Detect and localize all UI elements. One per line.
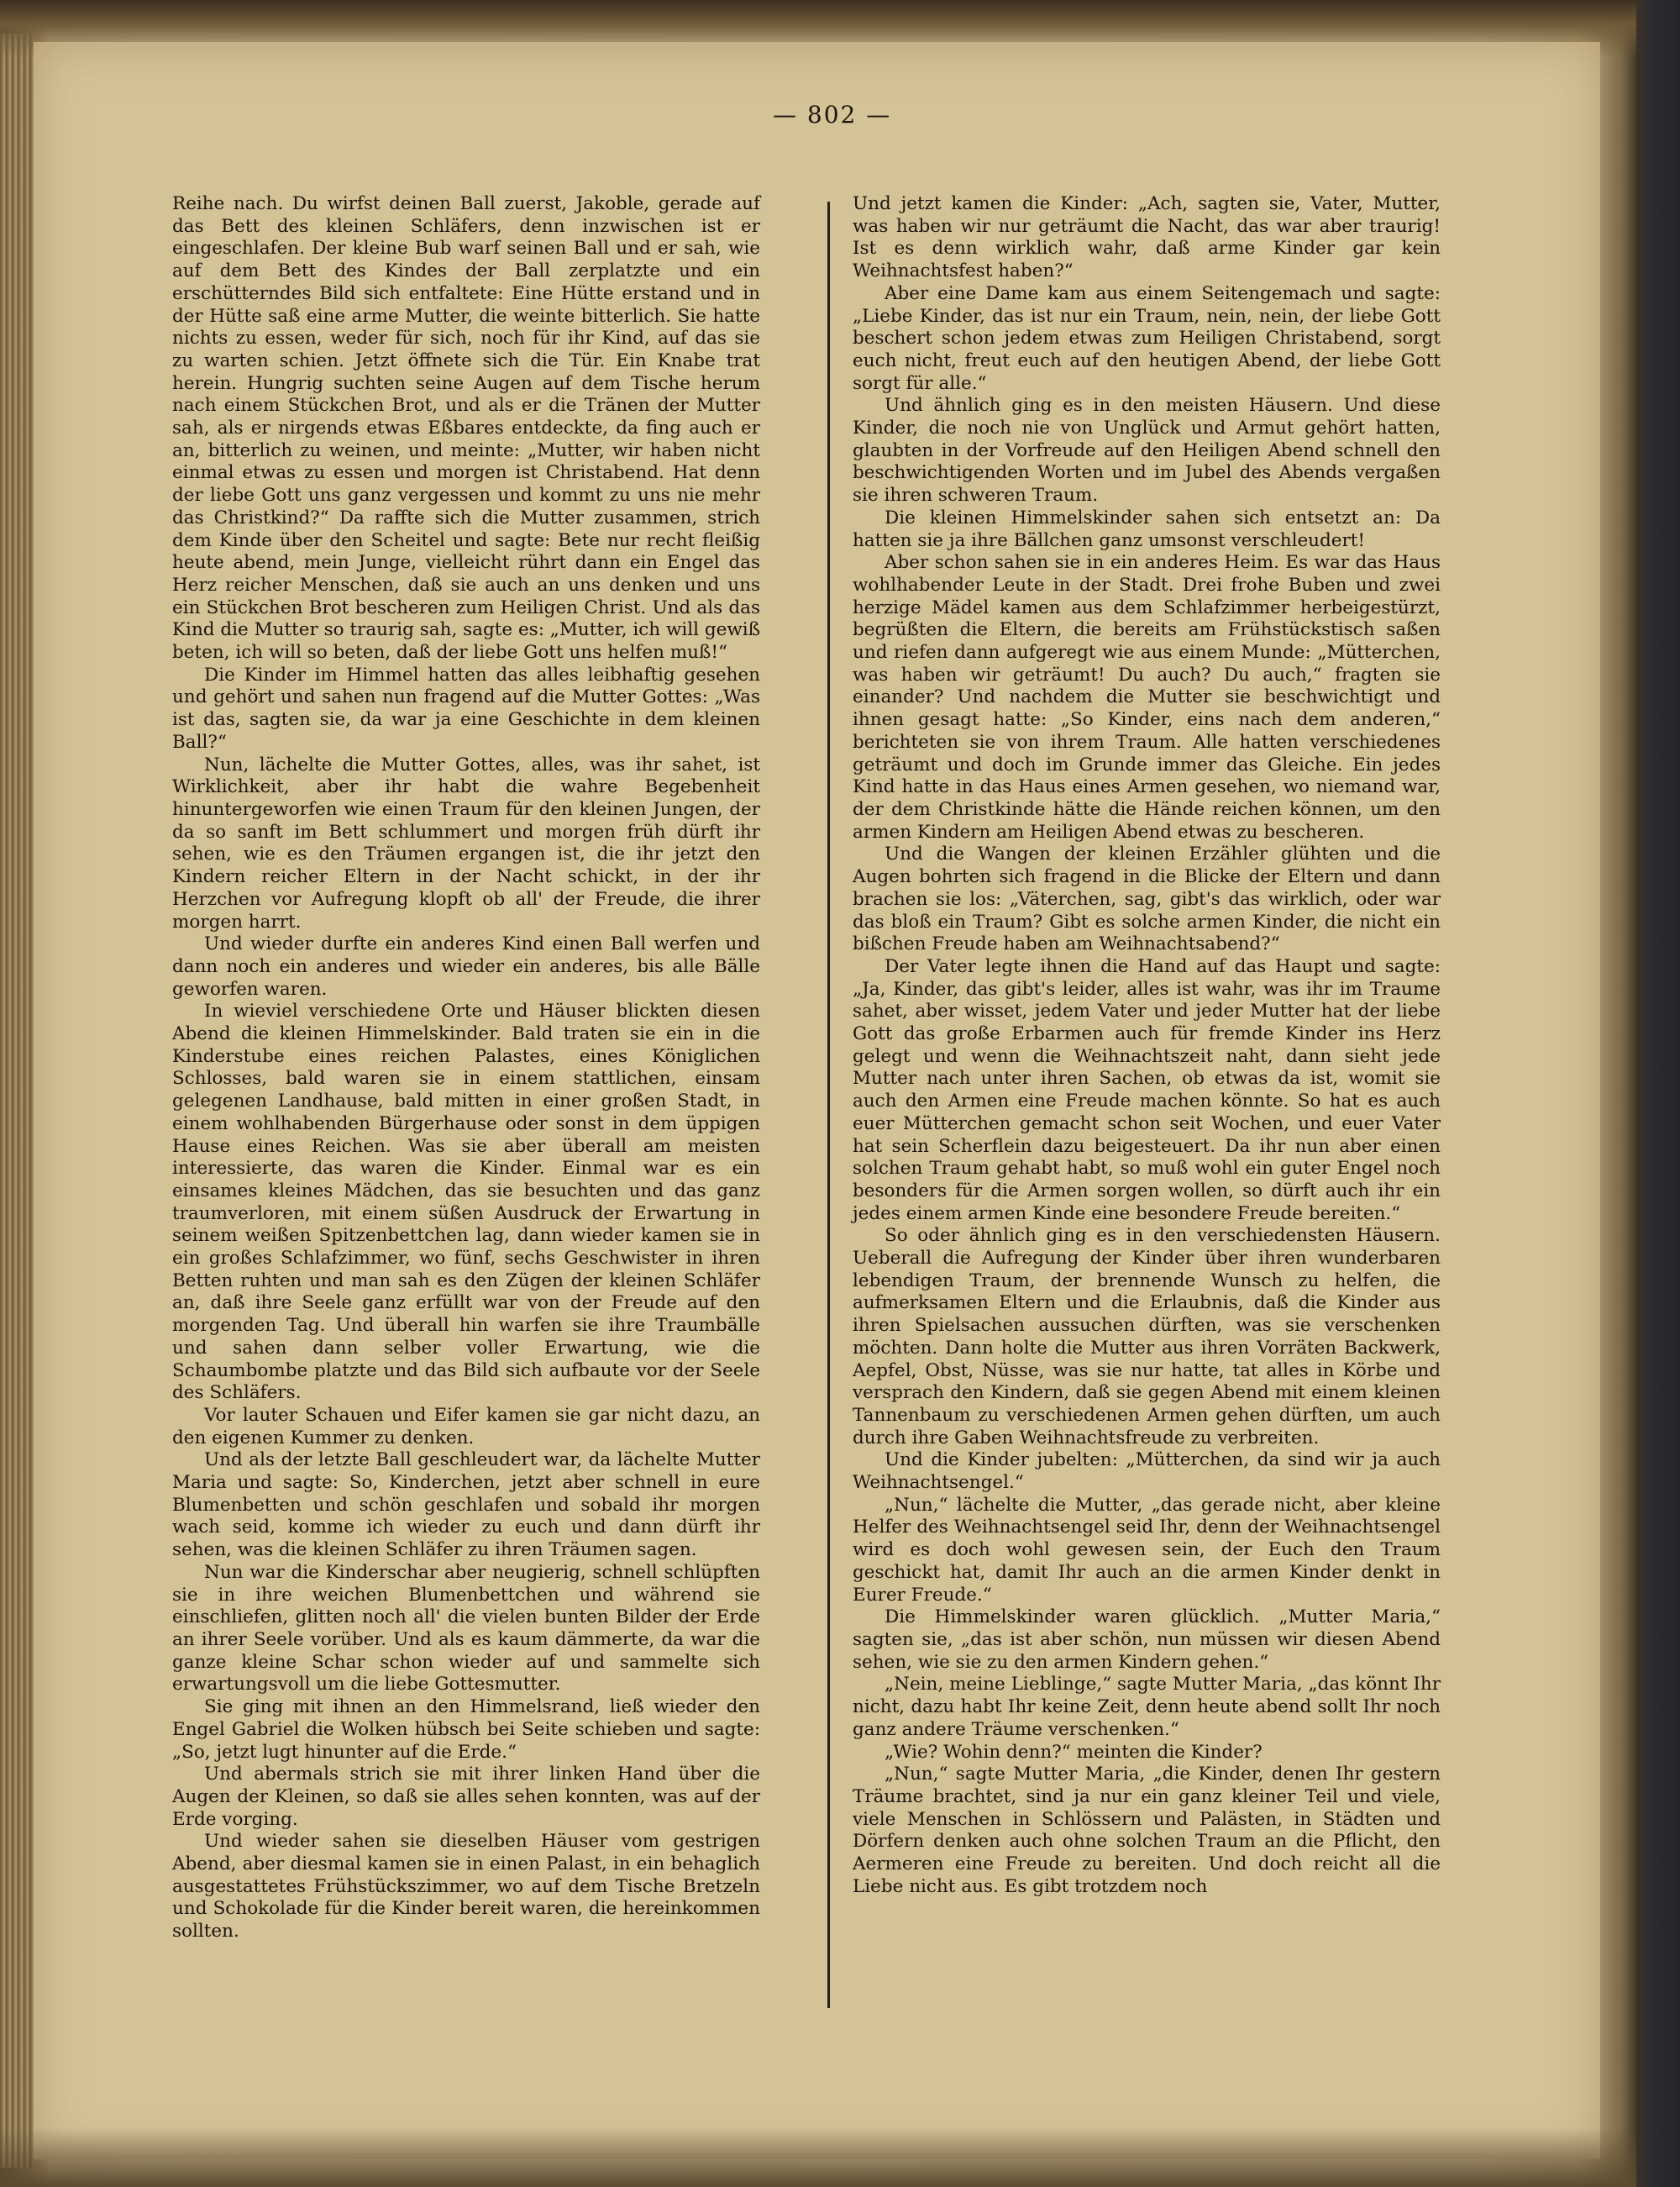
paragraph: Und ähnlich ging es in den meisten Häusern. Und diese Kinder, die noch nie von Unglück und Armut gehört hatten, glaubten in der Vorfreude auf den Heiligen Abend schnell den beschwichtigenden Worten und im Jubel des Abends vergaßen sie ihren schweren Traum. <box>853 395 1441 507</box>
paragraph: Und die Kinder jubelten: „Mütterchen, da sind wir ja auch Weihnachtsengel.“ <box>853 1449 1441 1494</box>
right-column <box>853 193 1441 1898</box>
paragraph: „Nun,“ sagte Mutter Maria, „die Kinder, denen Ihr gestern Träume brachtet, sind ja nur ein ganz kleiner Teil und viele, viele Menschen in Schlössern und Palästen, in Städten und Dörfern denken auch ohne solchen Traum an die Pflicht, den Aermeren eine Freude zu bereiten. Und doch reicht all die Liebe nicht aus. Es gibt trotzdem noch <box>853 1764 1441 1897</box>
page-stack-edge <box>0 34 34 2168</box>
paragraph: Und wieder sahen sie dieselben Häuser vom gestrigen Abend, aber diesmal kamen sie in einen Palast, in ein behaglich ausgestattetes Frühstückszimmer, wo auf dem Tische Bretzeln und Schokolade für die Kinder bereit waren, die hereinkommen sollten. <box>172 1831 760 1943</box>
page-number: — 802 — <box>773 101 892 129</box>
paragraph: Nun, lächelte die Mutter Gottes, alles, was ihr sahet, ist Wirklichkeit, aber ihr habt die wahre Begebenheit hinuntergeworfen wie einen Traum für den kleinen Jungen, der da so sanft im Bett schlummert und morgen früh dürft ihr sehen, wie es den Träumen ergangen ist, die ihr jetzt den Kindern reicher Eltern in der Nacht schickt, in der ihr Herzchen vor Aufregung klopft ob all' der Freude, die ihrer morgen harrt. <box>172 754 760 933</box>
left-column <box>172 193 760 1943</box>
paragraph: „Nun,“ lächelte die Mutter, „das gerade nicht, aber kleine Helfer des Weihnachtsengel seid Ihr, denn der Weihnachtsengel wird es doch wohl gewesen sein, der Euch den Traum geschickt hat, damit Ihr auch an die armen Kinder denkt in Eurer Freude.“ <box>853 1494 1441 1606</box>
column-divider <box>827 202 830 2008</box>
paragraph: Und abermals strich sie mit ihrer linken Hand über die Augen der Kleinen, so daß sie alles sehen konnten, was auf der Erde vorging. <box>172 1764 760 1830</box>
paragraph: Und jetzt kamen die Kinder: „Ach, sagten sie, Vater, Mutter, was haben wir nur geträumt die Nacht, das war aber traurig! Ist es denn wirklich wahr, daß arme Kinder gar kein Weihnachtsfest haben?“ <box>853 193 1441 282</box>
bottom-shadow <box>0 2128 1680 2187</box>
paragraph: Aber eine Dame kam aus einem Seitengemach und sagte: „Liebe Kinder, das ist nur ein Traum, nein, nein, der liebe Gott beschert schon jedem etwas zum Heiligen Christabend, sorgt euch nicht, freut euch auf den heutigen Abend, der liebe Gott sorgt für alle.“ <box>853 282 1441 394</box>
paragraph: In wieviel verschiedene Orte und Häuser blickten diesen Abend die kleinen Himmelskinder. Bald traten sie ein in die Kinderstube eines reichen Palastes, eines Königlichen Schlosses, bald waren sie in einem stattlichen, einsam gelegenen Landhause, bald mitten in einer großen Stadt, in einem wohlhabenden Bürgerhause oder sonst in dem üppigen Hause eines Reichen. Was sie aber überall am meisten interessierte, das waren die Kinder. Einmal war es ein einsames kleines Mädchen, das sie besuchten und das ganz traumverloren, mit einem süßen Ausdruck der Erwartung in seinem weißen Spitzenbettchen lag, dann wieder kamen sie in ein großes Schlafzimmer, wo fünf, sechs Geschwister in ihren Betten ruhten und man sah es den Zügen der kleinen Schläfer an, daß ihre Seele ganz erfüllt war von der Freude auf den morgenden Tag. Und überall hin warfen sie ihre Traumbälle und sahen dann selber voller Erwartung, wie die Schaumbombe platzte und das Bild sich aufbaute vor der Seele des Schläfers. <box>172 1001 760 1404</box>
paragraph: „Nein, meine Lieblinge,“ sagte Mutter Maria, „das könnt Ihr nicht, dazu habt Ihr keine Zeit, denn heute abend sollt Ihr noch ganz andere Träume verschenken.“ <box>853 1674 1441 1740</box>
paragraph: Nun war die Kinderschar aber neugierig, schnell schlüpften sie in ihre weichen Blumenbettchen und während sie einschliefen, glitten noch all' die vielen bunten Bilder der Erde an ihrer Seele vorüber. Und als es kaum dämmerte, da war die ganze kleine Schar schon wieder auf und sammelte sich erwartungsvoll um die liebe Gottesmutter. <box>172 1561 760 1695</box>
paragraph: „Wie? Wohin denn?“ meinten die Kinder? <box>885 1741 1263 1763</box>
paragraph: Vor lauter Schauen und Eifer kamen sie gar nicht dazu, an den eigenen Kummer zu denken. <box>172 1404 760 1448</box>
paragraph: Die kleinen Himmelskinder sahen sich entsetzt an: Da hatten sie ja ihre Bällchen ganz umsonst verschleudert! <box>853 507 1441 551</box>
paragraph: Die Kinder im Himmel hatten das alles leibhaftig gesehen und gehört und sahen nun fragend auf die Mutter Gottes: „Was ist das, sagten sie, da war ja eine Geschichte in dem kleinen Ball?“ <box>172 664 760 753</box>
paragraph: Der Vater legte ihnen die Hand auf das Haupt und sagte: „Ja, Kinder, das gibt's leider, alles ist wahr, was ihr im Traume sahet, aber wisset, jedem Vater und jeder Mutter hat der liebe Gott das große Erbarmen auch für fremde Kinder ins Herz gelegt und wenn die Weihnachtszeit naht, dann sieht jede Mutter nach unter ihren Sachen, ob etwas da ist, womit sie auch den Armen eine Freude machen könnte. So hat es auch euer Mütterchen gemacht schon seit Wochen, und euer Vater hat sein Scherflein dazu beigesteuert. Da ihr nun aber einen solchen Traum gehabt habt, so muß wohl ein guter Engel noch besonders für die Armen sorgen wollen, so dürft auch ihr ein jedes einem armen Kinde eine besondere Freude bereiten.“ <box>853 955 1441 1224</box>
paragraph: Reihe nach. Du wirfst deinen Ball zuerst, Jakoble, gerade auf das Bett des kleinen Schläfers, denn inzwischen ist er eingeschlafen. Der kleine Bub warf seinen Ball und er sah, wie auf dem Bett des Kindes der Ball zerplatzte und ein erschütterndes Bild sich entfaltete: Eine Hütte erstand und in der Hütte saß eine arme Mutter, die weinte bitterlich. Sie hatte nichts zu essen, weder für sich, noch für ihr Kind, auf das sie zu warten schien. Jetzt öffnete sich die Tür. Ein Knabe trat herein. Hungrig suchten seine Augen auf dem Tische herum nach einem Stückchen Brot, und als er die Tränen der Mutter sah, als er nirgends etwas Eßbares entdeckte, da fing auch er an, bitterlich zu weinen, und meinte: „Mutter, wir haben nicht einmal etwas zu essen und morgen ist Christabend. Hat denn der liebe Gott uns ganz vergessen und kommt zu uns nie mehr das Christkind?“ Da raffte sich die Mutter zusammen, strich dem Kinde über den Scheitel und sagte: Bete nur recht fleißig heute abend, mein Junge, vielleicht rührt dann ein Engel das Herz reicher Menschen, daß sie auch an uns denken und uns ein Stückchen Brot bescheren zum Heiligen Christ. Und als das Kind die Mutter so traurig sah, sagte es: „Mutter, ich will gewiß beten, ich will so beten, daß der liebe Gott uns helfen muß!“ <box>172 193 760 664</box>
paragraph: Die Himmelskinder waren glücklich. „Mutter Maria,“ sagten sie, „das ist aber schön, nun müssen wir diesen Abend sehen, wie sie zu den armen Kindern gehen.“ <box>853 1606 1441 1673</box>
paragraph: Und die Wangen der kleinen Erzähler glühten und die Augen bohrten sich fragend in die Blicke der Eltern und dann brachen sie los: „Väterchen, sag, gibt's das wirklich, oder war das bloß ein Traum? Gibt es solche armen Kinder, die nicht ein bißchen Freude haben am Weihnachtsabend?“ <box>853 844 1441 955</box>
paragraph: Aber schon sahen sie in ein anderes Heim. Es war das Haus wohlhabender Leute in der Stadt. Drei frohe Buben und zwei herzige Mädel kamen aus dem Schlafzimmer herbeigestürzt, begrüßten die Eltern, die bereits am Frühstückstisch saßen und riefen dann aufgeregt wie aus einem Munde: „Mütterchen, was haben wir geträumt! Du auch? Du auch,“ fragten sie einander? Und nachdem die Mutter sie beschwichtigt und ihnen gesagt hatte: „So Kinder, eins nach dem anderen,“ berichteten sie von ihrem Traum. Alle hatten verschiedenes geträumt und doch im Grunde immer das Gleiche. Ein jedes Kind hatte in das Haus eines Armen gesehen, wo niemand war, der dem Christkinde hätte die Hände reichen können, um den armen Kindern am Heiligen Abend etwas zu bescheren. <box>853 552 1441 843</box>
book-cover-edge <box>1636 0 1680 2187</box>
paragraph: Und wieder durfte ein anderes Kind einen Ball werfen und dann noch ein anderes und wieder ein anderes, bis alle Bälle geworfen waren. <box>172 933 760 1000</box>
paragraph: Und als der letzte Ball geschleudert war, da lächelte Mutter Maria und sagte: So, Kinderchen, jetzt aber schnell in eure Blumenbetten und schön geschlafen und sobald ihr morgen wach seid, komme ich wieder zu euch und dann dürft ihr sehen, was die kleinen Schläfer zu ihren Träumen sagen. <box>172 1449 760 1561</box>
paragraph: So oder ähnlich ging es in den verschiedensten Häusern. Ueberall die Aufregung der Kinder über ihren wunderbaren lebendigen Traum, der brennende Wunsch zu helfen, die aufmerksamen Eltern und die Erlaubnis, daß die Kinder aus ihren Spielsachen aussuchen dürften, was sie verschenken möchten. Dann holte die Mutter aus ihren Vorräten Backwerk, Aepfel, Obst, Nüsse, was sie nur hatte, tat alles in Körbe und versprach den Kindern, daß sie gegen Abend mit einem kleinen Tannenbaum zu verschiedenen Armen gehen dürften, um auch durch ihre Gaben Weihnachtsfreude zu verbreiten. <box>853 1225 1441 1448</box>
paragraph: Sie ging mit ihnen an den Himmelsrand, ließ wieder den Engel Gabriel die Wolken hübsch bei Seite schieben und sagte: „So, jetzt lugt hinunter auf die Erde.“ <box>172 1696 760 1763</box>
